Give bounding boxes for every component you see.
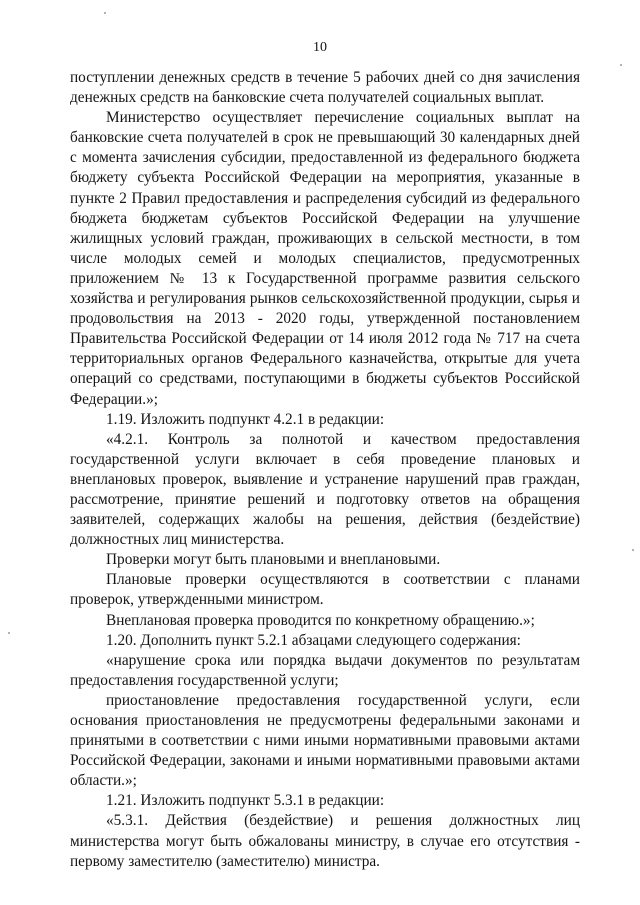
paragraph-inspections-types: Проверки могут быть плановыми и внеплановыми.	[106, 551, 441, 569]
paragraph-unplanned-inspection: Внеплановая проверка проводится по конкретному обращению.»;	[106, 611, 535, 629]
paragraph-5-3-1: «5.3.1. Действия (бездействие) и решения должностных лиц министерства могут быть обжалованы министру, в случае его отсутствия - первому заместителю (заместителю) министра.	[70, 812, 580, 870]
paragraph-item-1-21: 1.21. Изложить подпункт 5.3.1 в редакции:	[106, 792, 385, 810]
paragraph-item-1-19: 1.19. Изложить подпункт 4.2.1 в редакции:	[106, 410, 385, 428]
paragraph-item-1-20: 1.20. Дополнить пункт 5.2.1 абзацами следующего содержания:	[106, 631, 521, 649]
paragraph-ministry-transfer: Министерство осуществляет перечисление социальных выплат на банковские счета получателей в срок не превышающий 30 календарных дней с момента зачисления субсидии, предоставленной из федерального бюджета бюджету субъекта Российской Федерации на мероприятия, указанные в пункте 2 Правил предоставления и распределения субсидий из федерального бюджета бюджетам субъектов Российской Федерации на улучшение жилищных условий граждан, проживающих в сельской местности, в том числе молодых семей и молодых специалистов, предусмотренных приложением № 13 к Государственной программе развития сельского хозяйства и регулирования рынков сельскохозяйственной продукции, сырья и продовольствия на 2013 - 2020 годы, утвержденной постановлением Правительства Российской Федерации от 14 июля 2012 года № 717 на счета территориальных органов Федерального казначейства, открытые для учета операций со средствами, поступающими в бюджеты субъектов Российской Федерации.»;	[70, 109, 580, 408]
scan-speck	[8, 632, 10, 634]
paragraph-continuation: поступлении денежных средств в течение 5 рабочих дней со дня зачисления денежных средств на банковские счета получателей социальных выплат.	[70, 69, 580, 107]
paragraph-suspension: приостановление предоставления государственной услуги, если основания приостановления не предусмотрены федеральными законами и принятыми в соответствии с ними иными нормативными правовыми актами Российской Федерации, законами и иными нормативными правовыми актами области.»;	[70, 691, 580, 790]
paragraph-deadline-violation: «нарушение срока или порядка выдачи документов по результатам предоставления государственной услуги;	[70, 651, 580, 689]
paragraph-4-2-1: «4.2.1. Контроль за полнотой и качеством предоставления государственной услуги включает в себя проведение плановых и внеплановых проверок, выявление и устранение нарушений прав граждан, рассмотрение, принятие решений и подготовку ответов на обращения заявителей, содержащих жалобы на решения, действия (бездействие) должностных лиц министерства.	[70, 430, 580, 549]
scan-speck	[620, 64, 622, 66]
document-body	[70, 68, 580, 872]
paragraph-planned-inspections: Плановые проверки осуществляются в соответствии с планами проверок, утвержденными министром.	[70, 571, 580, 609]
page-number: 10	[313, 40, 327, 55]
scan-speck	[632, 549, 634, 551]
scan-speck	[104, 12, 106, 14]
